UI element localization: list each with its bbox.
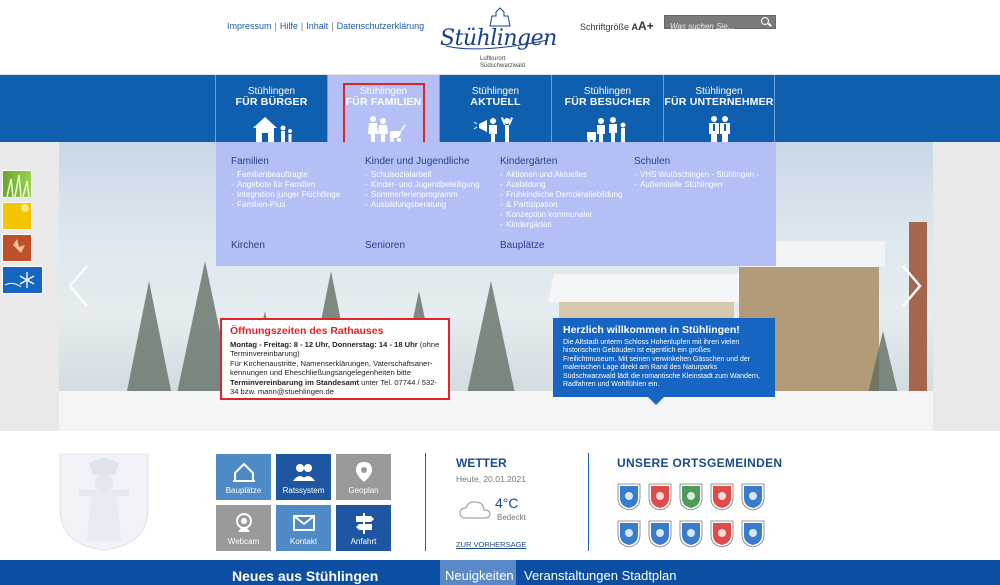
menu-item[interactable]: - Aktionen und Aktuelles [500, 170, 623, 180]
welcome-title: Herzlich willkommen in Stühlingen! [563, 324, 740, 336]
font-smaller-button[interactable]: A [631, 22, 639, 32]
tab-veranstaltungen-stadtplan[interactable]: Veranstaltungen Stadtplan [524, 568, 677, 583]
envelope-icon [293, 512, 315, 534]
tile-kontakt[interactable] [276, 505, 331, 551]
search-box [664, 15, 776, 29]
tile-label: Kontakt [289, 537, 318, 546]
active-highlight [343, 83, 425, 146]
menu-heading-schulen[interactable]: Schulen [634, 156, 671, 167]
municipality-crest-icon[interactable] [679, 483, 703, 511]
nav-item-top: Stühlingen [583, 86, 632, 97]
town-crest-icon [59, 453, 149, 551]
menu-heading-kirchen[interactable]: Kirchen [231, 240, 265, 251]
nav-item-top: Stühlingen [695, 86, 743, 97]
nav-item-top: Stühlingen [471, 86, 520, 97]
grass-icon [3, 171, 31, 197]
menu-column-kinder [365, 156, 480, 210]
top-links: Impressum | Hilfe | Inhalt | Datenschutzerklärung [227, 21, 425, 31]
menu-heading-kinder[interactable]: Kinder und Jugendliche [365, 156, 470, 167]
municipality-crest-icon[interactable] [648, 520, 672, 548]
link-hilfe[interactable]: Hilfe [279, 21, 298, 31]
house-family-icon [247, 112, 297, 144]
logo-sub2: Südschwarzwald [480, 63, 526, 69]
tile-label: Webcam [227, 537, 260, 546]
ortsgemeinden-title: UNSERE ORTSGEMEINDEN [617, 456, 783, 470]
news-title: Neues aus Stühlingen [232, 568, 379, 584]
menu-item[interactable]: - Außenstelle Stühlingen [634, 180, 759, 190]
nav-item-label: FÜR BESUCHER [564, 96, 651, 108]
nav-fuer-unternehmer[interactable] [663, 75, 775, 142]
menu-heading-kindergaerten[interactable]: Kindergärten [500, 156, 558, 167]
nav-item-top: Stühlingen [247, 86, 296, 97]
municipality-crest-icon[interactable] [710, 483, 734, 511]
people-icon [293, 461, 315, 483]
link-inhalt[interactable]: Inhalt [306, 21, 329, 31]
mega-menu-familien [216, 142, 776, 266]
menu-item[interactable]: - Ausbildungsberatung [365, 200, 480, 210]
tile-anfahrt[interactable] [336, 505, 391, 551]
business-people-icon [694, 112, 744, 144]
menu-column-kindergaerten [500, 156, 623, 230]
tab-neuigkeiten[interactable]: Neuigkeiten [440, 560, 516, 585]
menu-item[interactable]: - Sommerferienprogramm [365, 190, 480, 200]
house-icon [233, 461, 255, 483]
welcome-box [553, 318, 775, 397]
tile-label: Ratssystem [282, 486, 325, 495]
nav-item-label: AKTUELL [470, 96, 521, 108]
opening-hours-contact[interactable]: unter Tel. 07744 / 532-34 bzw. mann@stuehlingen.de [230, 377, 437, 397]
opening-hours-times: Montag - Freitag: 8 - 12 Uhr, Donnerstag: 14 - 18 Uhr [230, 340, 418, 349]
weather-date: Heute, 20.01.2021 [456, 474, 526, 484]
nav-item-top: Stühlingen [359, 86, 408, 97]
slider-prev-arrow-icon[interactable] [67, 264, 89, 308]
tile-geoplan[interactable] [336, 454, 391, 500]
municipality-crest-icon[interactable] [741, 520, 765, 548]
menu-item[interactable]: - VHS Wutöschingen - Stühlingen - [634, 170, 759, 180]
font-size-control [580, 19, 654, 33]
municipality-crest-icon[interactable] [617, 483, 641, 511]
menu-item[interactable]: - Familien-Plus [231, 200, 340, 210]
logo-sub1: Luftkurort [480, 56, 506, 62]
webcam-icon [233, 512, 255, 534]
weather-title: WETTER [456, 456, 507, 470]
nav-aktuell[interactable] [439, 75, 551, 142]
forecast-link[interactable]: ZUR VORHERSAGE [456, 540, 527, 549]
welcome-text: Die Altstadt unterm Schloss Hohenlupfen mit ihren vielen historischen Gebäuden ist eigentlich ein großes Freilichtmuseum. Mit seinen verwinkelten Gässchen und der malerischen Lage direkt am Rand des Naturparks Südschwarzwald lädt die romantische Kleinstadt zum Wandern, Radfahren und Wohlfühlen ein. [563, 339, 761, 389]
municipality-crest-icon[interactable] [617, 520, 641, 548]
visitors-luggage-icon [583, 112, 633, 144]
municipality-crest-icon[interactable] [741, 483, 765, 511]
menu-item[interactable]: - Kinder- und Jugendbeteiligung [365, 180, 480, 190]
sun-icon [3, 203, 31, 229]
divider [425, 453, 426, 551]
hero-side-right [933, 142, 1000, 431]
leaf-icon [3, 235, 31, 261]
menu-heading-senioren[interactable]: Senioren [365, 240, 406, 251]
font-larger-button[interactable]: A+ [638, 19, 654, 33]
link-datenschutz[interactable]: Datenschutzerklärung [336, 21, 425, 31]
tile-label: Anfahrt [350, 537, 377, 546]
tile-label: Geoplan [348, 486, 379, 495]
nav-item-label: FÜR BÜRGER [235, 96, 308, 108]
header [0, 0, 1000, 75]
menu-item[interactable]: - Konzeption kommunaler [500, 210, 623, 220]
weather-temperature: 4°C [495, 495, 519, 511]
news-bar [0, 560, 1000, 585]
opening-hours-note: (ohne Terminvereinbarung) [230, 340, 440, 359]
opening-hours-appointment: Terminvereinbarung im Standesamt [230, 377, 359, 387]
municipality-crest-icon[interactable] [648, 483, 672, 511]
tile-label: Bauplätze [225, 486, 262, 495]
menu-item[interactable]: - Schulsozialarbeit [365, 170, 480, 180]
cloud-icon [458, 498, 492, 522]
signpost-icon [353, 512, 375, 534]
opening-hours-info: Für Kirchenaustritte, Namenserklärungen, Vaterschaftsaner-kennungen und Eheschließungsangelegenheiten bitte [230, 358, 433, 378]
nav-fuer-besucher[interactable] [551, 75, 663, 142]
menu-item[interactable]: - Familienbeauftragte [231, 170, 340, 180]
hero-snow [59, 391, 933, 431]
nav-fuer-buerger[interactable] [215, 75, 327, 142]
municipality-crest-icon[interactable] [710, 520, 734, 548]
opening-hours-title: Öffnungszeiten des Rathauses [230, 325, 384, 337]
tile-bauplaetze[interactable] [216, 454, 271, 500]
menu-column-schulen [634, 156, 759, 190]
menu-item[interactable]: - & Partizipation [500, 200, 623, 210]
menu-item[interactable]: - Kindergärten [500, 220, 623, 230]
season-winter-button[interactable] [2, 266, 43, 294]
tile-ratssystem[interactable] [276, 454, 331, 500]
search-icon[interactable] [761, 17, 769, 25]
link-impressum[interactable]: Impressum [227, 21, 272, 31]
menu-item[interactable]: - Frühkindliche Demokratiebildung [500, 190, 623, 200]
nav-fuer-familien[interactable] [327, 75, 439, 142]
map-pin-icon [353, 461, 375, 483]
font-size-label: Schriftgröße [580, 22, 630, 32]
menu-item[interactable]: - Ausbildung [500, 180, 623, 190]
megaphone-people-icon [471, 112, 521, 144]
site-logo[interactable] [440, 6, 555, 72]
snowflake-icon [3, 267, 41, 293]
menu-column-familien [231, 156, 340, 210]
menu-item[interactable]: - Angebote für Familien [231, 180, 340, 190]
municipality-crest-icon[interactable] [679, 520, 703, 548]
nav-item-label: FÜR UNTERNEHMER [664, 96, 774, 108]
season-summer-button[interactable] [2, 202, 32, 230]
main-nav [0, 75, 1000, 142]
opening-hours-text [230, 340, 440, 396]
opening-hours-box [220, 318, 450, 400]
logo-subtitle [480, 56, 525, 70]
divider [588, 453, 589, 551]
search-input[interactable] [665, 21, 757, 33]
menu-heading-familien[interactable]: Familien [231, 156, 269, 167]
season-autumn-button[interactable] [2, 234, 32, 262]
slider-next-arrow-icon[interactable] [901, 264, 923, 308]
menu-item[interactable]: - Integration junger Flüchtlinge [231, 190, 340, 200]
menu-heading-bauplaetze[interactable]: Bauplätze [500, 240, 545, 251]
tile-webcam[interactable] [216, 505, 271, 551]
season-spring-button[interactable] [2, 170, 32, 198]
logo-text: Stühlingen [440, 26, 557, 51]
weather-condition: Bedeckt [497, 513, 526, 522]
nav-item-label: FÜR FAMILIEN [345, 96, 422, 108]
